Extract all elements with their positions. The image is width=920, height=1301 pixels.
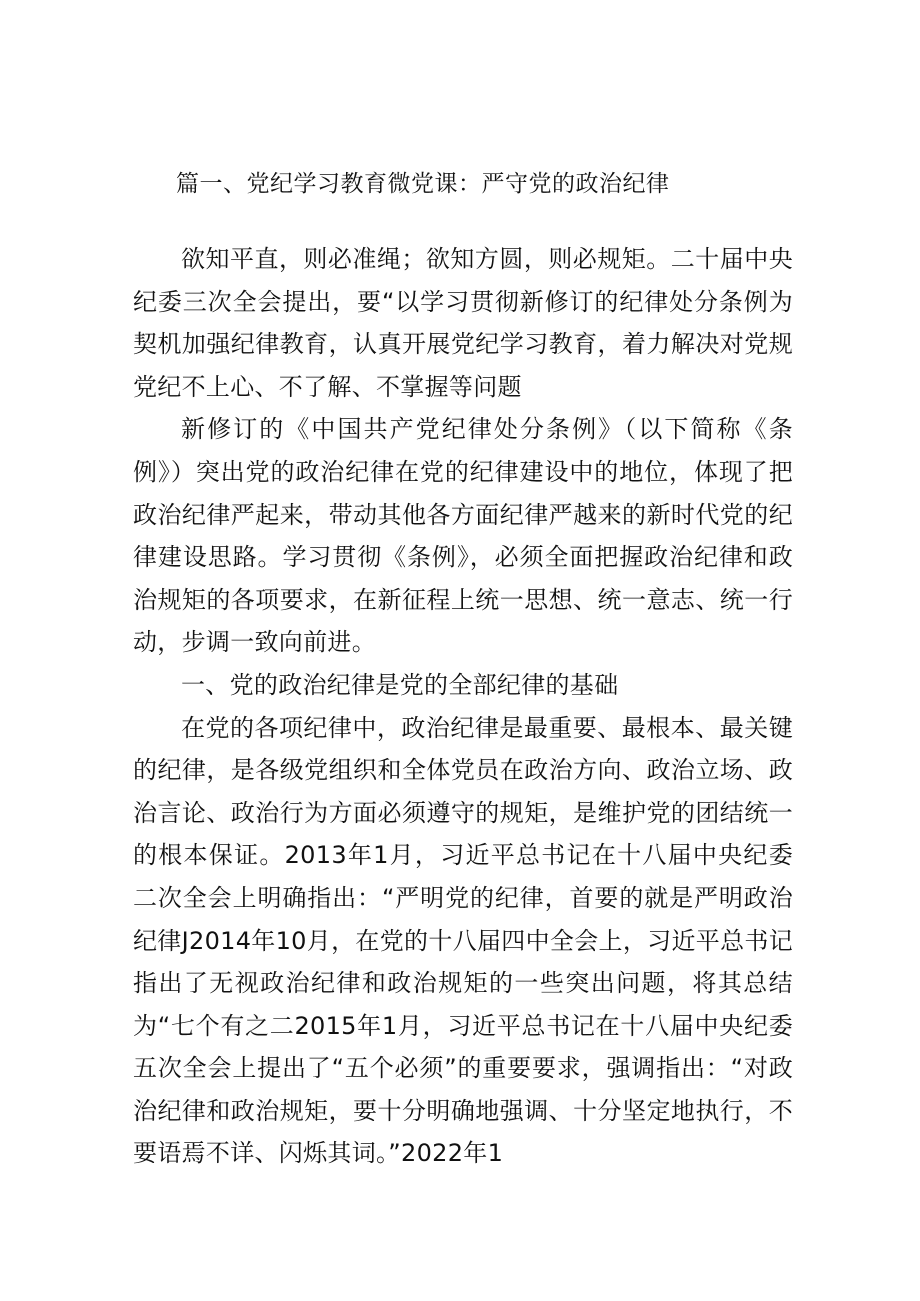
section-heading: 一、党的政治纪律是党的全部纪律的基础 [181,670,619,699]
section-paragraph: 在党的各项纪律中，政治纪律是最重要、最根本、最关键的纪律，是各级党组织和全体党员在政治方向、政治立场、政治言论、政治行为方面必须遵守的规矩，是维护党的团结统一的根本保证。2013年1月，习近平总书记在十八届中央纪委二次全会上明确指出：“严明党的纪律，首要的就是严明政治纪律J2014年10月，在党的十八届四中全会上，习近平总书记指出了无视政治纪律和政治规矩的一些突出问题，将其总结为“七个有之二2015年1月，习近平总书记在十八届中央纪委五次全会上提出了“五个必须”的重要要求，强调指出：“对政治纪律和政治规矩，要十分明确地强调、十分坚定地执行，不要语焉不详、闪烁其词。”2022年1 [133,713,793,1168]
document-body [133,238,793,1175]
document-title: 篇一、党纪学习教育微党课：严守党的政治纪律 [176,171,670,197]
body-paragraph: 欲知平直，则必准绳；欲知方圆，则必规矩。二十届中央纪委三次全会提出，要“以学习贯彻新修订的纪律处分条例为契机加强纪律教育，认真开展党纪学习教育，着力解决对党规党纪不上心、不了解、不掌握等问题 [133,245,793,401]
body-paragraph: 新修订的《中国共产党纪律处分条例》（以下简称《条例》）突出党的政治纪律在党的纪律建设中的地位，体现了把政治纪律严起来，带动其他各方面纪律严越来的新时代党的纪律建设思路。学习贯彻《条例》，必须全面把握政治纪律和政治规矩的各项要求，在新征程上统一思想、统一意志、统一行动，步调一致向前进。 [133,415,793,657]
